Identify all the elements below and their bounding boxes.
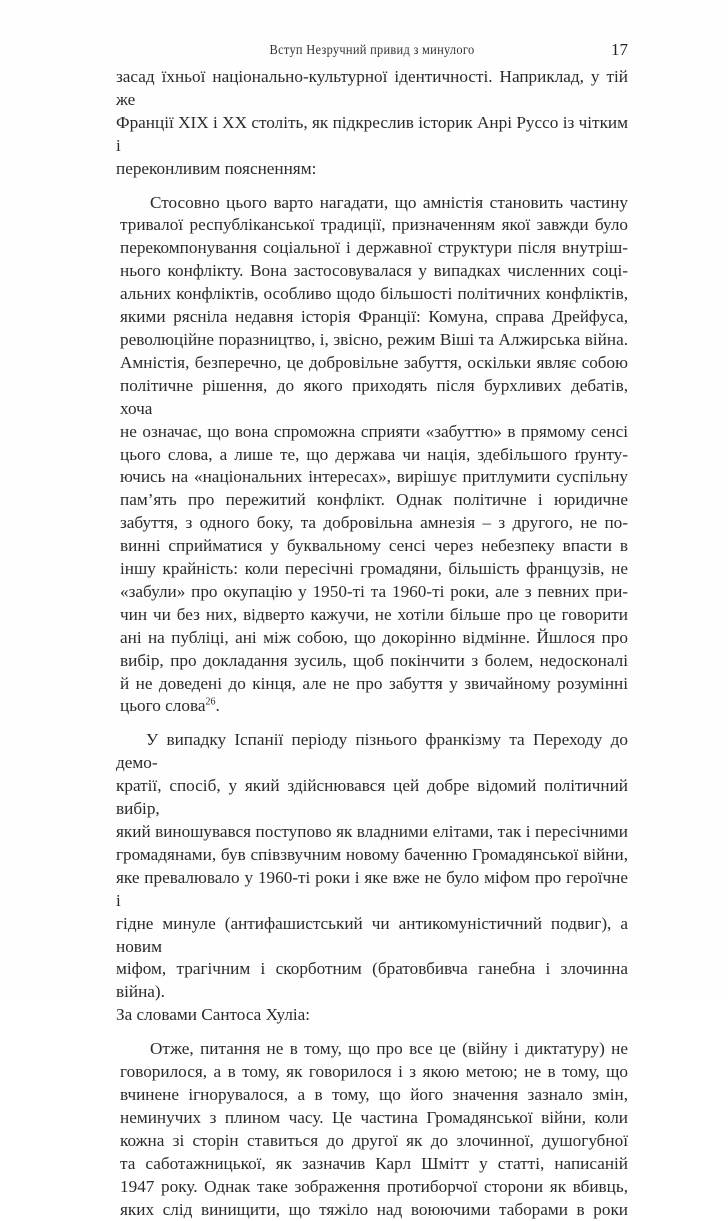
running-title: Вступ Незручний привид з минулого	[136, 42, 607, 58]
body-paragraph	[116, 66, 628, 181]
text-line: ючись на «національних інтересах», вирішує притлумити суспільну	[120, 466, 628, 489]
text-line: й не доведені до кінця, але не про забуття у звичайному розумінні	[120, 673, 628, 696]
text-line: кожна зі сторін ставиться до другої як до злочинної, душогубної	[120, 1130, 628, 1153]
text-line: тривалої республіканської традиції, призначенням якої завжди було	[120, 214, 628, 237]
text-line: Отже, питання не в тому, що про все це (війну і диктатуру) не	[120, 1038, 628, 1061]
text-line: винні сприйматися у буквальному сенсі через небезпеку впасти в	[120, 535, 628, 558]
text-line: іншу крайність: коли пересічні громадяни, більшість французів, не	[120, 558, 628, 581]
body-paragraph	[116, 729, 628, 1027]
text-line: засад їхньої національно-культурної ідентичності. Наприклад, у тій же	[116, 66, 628, 112]
text-line: революційне поразництво, і, звісно, режим Віші та Алжирська війна.	[120, 329, 628, 352]
text-line: та саботажницької, як зазначив Карл Шмітт у статті, написаній	[120, 1153, 628, 1176]
text-line: не означає, що вона спроможна сприяти «забуттю» в прямому сенсі	[120, 421, 628, 444]
text-line: вчинене ігнорувалося, а в тому, що його значення зазнало змін,	[120, 1084, 628, 1107]
text-fragment: .	[215, 696, 219, 715]
text-line: переконливим поясненням:	[116, 158, 628, 181]
text-line: міфом, трагічним і скорботним (братовбивча ганебна і злочинна війна).	[116, 958, 628, 1004]
text-line: говорилося, а в тому, як говорилося і з якою метою; не в тому, що	[120, 1061, 628, 1084]
footnote-ref-26[interactable]: 26	[205, 697, 215, 708]
text-line: У випадку Іспанії періоду пізнього франкізму та Переходу до демо-	[116, 729, 628, 775]
text-line: За словами Сантоса Хуліа:	[116, 1004, 628, 1027]
text-line	[120, 695, 628, 718]
text-line: перекомпонування соціальної і державної структури після внутріш-	[120, 237, 628, 260]
text-line: Франції XIX і XX століть, як підкреслив історик Анрі Руссо із чітким і	[116, 112, 628, 158]
block-quote	[120, 192, 628, 719]
text-line: пам’ять про пережитий конфлікт. Однак політичне і юридичне	[120, 489, 628, 512]
text-line: альних конфліктів, особливо щодо більшості політичних конфліктів,	[120, 283, 628, 306]
text-line: Амністія, безперечно, це добровільне забуття, оскільки являє собою	[120, 352, 628, 375]
text-line: нього конфлікту. Вона застосовувалася у випадках численних соці-	[120, 260, 628, 283]
text-line: забуття, з одного боку, та добровільна амнезія – з другого, не по-	[120, 512, 628, 535]
text-line: якими рясніла недавня історія Франції: Комуна, справа Дрейфуса,	[120, 306, 628, 329]
text-fragment: цього слова	[120, 696, 205, 715]
text-line: ані на публіці, ані між собою, що докорінно відмінне. Йшлося про	[120, 627, 628, 650]
text-line: «забули» про окупацію у 1950-ті та 1960-ті роки, але з певних при-	[120, 581, 628, 604]
text-line: 1947 року. Однак таке зображення протиборчої сторони як вбивць,	[120, 1176, 628, 1199]
text-line: цього слова, а лише те, що держава чи нація, здебільшого ґрунту-	[120, 444, 628, 467]
text-line: яке превалювало у 1960-ті роки і яке вже не було міфом про героїчне і	[116, 867, 628, 913]
text-line: гідне минуле (антифашистський чи антикомуністичний подвиг), а новим	[116, 913, 628, 959]
text-line: Стосовно цього варто нагадати, що амністія становить частину	[120, 192, 628, 215]
text-line: політичне рішення, до якого приходять після бурхливих дебатів, хоча	[120, 375, 628, 421]
block-quote	[120, 1038, 628, 1221]
text-line: вибір, про докладання зусиль, щоб покінчити з болем, недосконалі	[120, 650, 628, 673]
text-line: кратії, спосіб, у який здійснювався цей добре відомий політичний вибір,	[116, 775, 628, 821]
text-line: громадянами, був співзвучним новому баченню Громадянської війни,	[116, 844, 628, 867]
text-line: який виношувався поступово як владними елітами, так і пересічними	[116, 821, 628, 844]
running-head	[116, 42, 628, 62]
text-line: чин чи без них, відверто кажучи, не хотіли більше про це говорити	[120, 604, 628, 627]
body-text	[116, 66, 628, 1221]
text-line: неминучих з плином часу. Це частина Громадянської війни, коли	[120, 1107, 628, 1130]
text-line: яких слід винищити, що тяжіло над воюючими таборами в роки	[120, 1199, 628, 1221]
page-number: 17	[611, 40, 628, 60]
